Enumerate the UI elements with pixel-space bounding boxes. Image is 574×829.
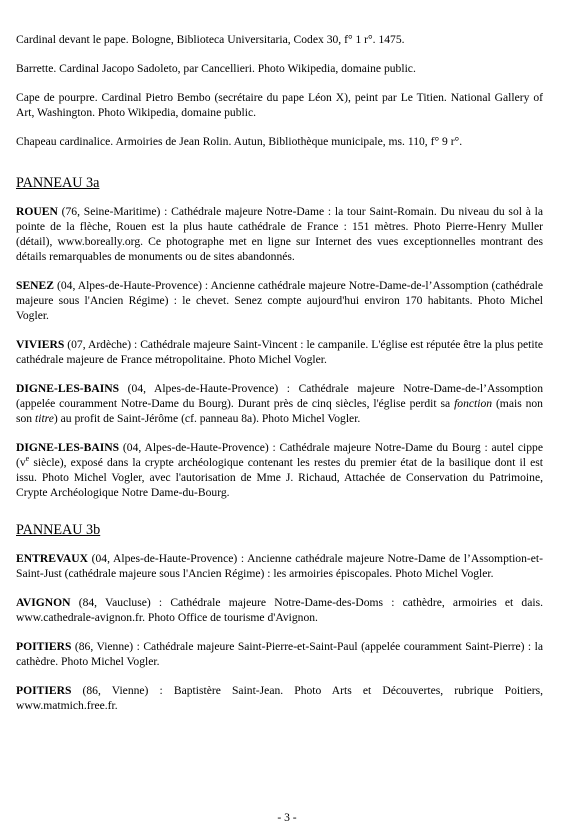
entry-place: ROUEN (16, 205, 58, 218)
entry-text: siècle), exposé dans la crypte archéologique contenant les restes du premier état de la basilique dont il est issu. Photo Michel Vogler, avec l'autorisation de Mme J. Richaud, Attachée de Conservation du Patrimoine, Crypte Archéologique Notre Dame-du-Bourg. (16, 456, 543, 499)
entry-paragraph (16, 278, 543, 323)
entry-text: (86, Vienne) : Baptistère Saint-Jean. Photo Arts et Découvertes, rubrique Poitiers, www.matmich.free.fr. (16, 684, 543, 712)
entry-place: POITIERS (16, 684, 72, 697)
entry-paragraph (16, 551, 543, 581)
document-page (16, 32, 543, 727)
entry-italic-text: titre (35, 412, 54, 425)
entry-paragraph (16, 337, 543, 367)
entry-text: (07, Ardèche) : Cathédrale majeure Saint-Vincent : le campanile. L'église est réputée être la plus petite cathédrale majeure de France métropolitaine. Photo Michel Vogler. (16, 338, 543, 366)
entry-text: (04, Alpes-de-Haute-Provence) : Cathédrale majeure Notre-Dame du Bourg : autel cippe (v (16, 441, 543, 469)
superscript: e (25, 454, 30, 464)
entry-paragraph (16, 595, 543, 625)
caption-paragraph: Chapeau cardinalice. Armoiries de Jean Rolin. Autun, Bibliothèque municipale, ms. 110, f° 9 r°. (16, 135, 463, 148)
entry-text: (86, Vienne) : Cathédrale majeure Saint-Pierre-et-Saint-Paul (appelée couramment Saint-Pierre) : la cathèdre. Photo Michel Vogler. (16, 640, 543, 668)
page-number: - 3 - (277, 811, 297, 824)
section-heading-panneau-3a: PANNEAU 3a (16, 175, 100, 191)
entry-paragraph (16, 381, 543, 426)
entry-place: DIGNE-LES-BAINS (16, 382, 120, 395)
entry-italic-text: fonction (454, 397, 493, 410)
entry-place: AVIGNON (16, 596, 71, 609)
entry-paragraph (16, 204, 543, 264)
entry-place: ENTREVAUX (16, 552, 88, 565)
entry-text: (04, Alpes-de-Haute-Provence) : Cathédrale majeure Notre-Dame-de-l’Assomption (appelée couramment Notre-Dame du Bourg). Durant près de cinq siècles, l'église perdit sa (16, 382, 543, 410)
entry-text: (04, Alpes-de-Haute-Provence) : Ancienne cathédrale majeure Notre-Dame de l’Assomption-et-Saint-Just (cathédrale majeure sous l'Ancien Régime) : les armoiries épiscopales. Photo Michel Vogler. (16, 552, 543, 580)
entry-place: DIGNE-LES-BAINS (16, 441, 120, 454)
entry-text: (04, Alpes-de-Haute-Provence) : Ancienne cathédrale majeure Notre-Dame-de-l’Assomption (cathédrale majeure sous l'Ancien Régime) : le chevet. Senez compte aujourd'hui environ 170 habitants. Photo Michel Vogler. (16, 279, 543, 322)
entry-text: (84, Vaucluse) : Cathédrale majeure Notre-Dame-des-Doms : cathèdre, armoiries et dais. www.cathedrale-avignon.fr. Photo Office de tourisme d'Avignon. (16, 596, 543, 624)
entry-text: (76, Seine-Maritime) : Cathédrale majeure Notre-Dame : la tour Saint-Romain. Du niveau du sol à la pointe de la flèche, Rouen est la plus haute cathédrale de France : 151 mètres. Photo Pierre-Henry Muller (détail), www.boreally.org. Ce photographe met en ligne sur Internet des vues exceptionnelles montrant des détails remarquables de monuments ou de sites abandonnés. (16, 205, 543, 263)
entry-text: ) au profit de Saint-Jérôme (cf. panneau 8a). Photo Michel Vogler. (53, 412, 361, 425)
entry-place: SENEZ (16, 279, 55, 292)
entry-paragraph (16, 683, 543, 713)
entry-paragraph (16, 440, 543, 500)
caption-paragraph: Cardinal devant le pape. Bologne, Biblioteca Universitaria, Codex 30, f° 1 r°. 1475. (16, 33, 405, 46)
entry-text: (mais non son (16, 397, 543, 425)
caption-paragraph: Cape de pourpre. Cardinal Pietro Bembo (secrétaire du pape Léon X), peint par Le Titien. National Gallery of Art, Washington. Photo Wikipedia, domaine public. (16, 91, 543, 119)
entry-place: POITIERS (16, 640, 72, 653)
entry-place: VIVIERS (16, 338, 65, 351)
entry-paragraph (16, 639, 543, 669)
caption-paragraph: Barrette. Cardinal Jacopo Sadoleto, par Cancellieri. Photo Wikipedia, domaine public. (16, 62, 416, 75)
section-heading-panneau-3b: PANNEAU 3b (16, 522, 101, 538)
